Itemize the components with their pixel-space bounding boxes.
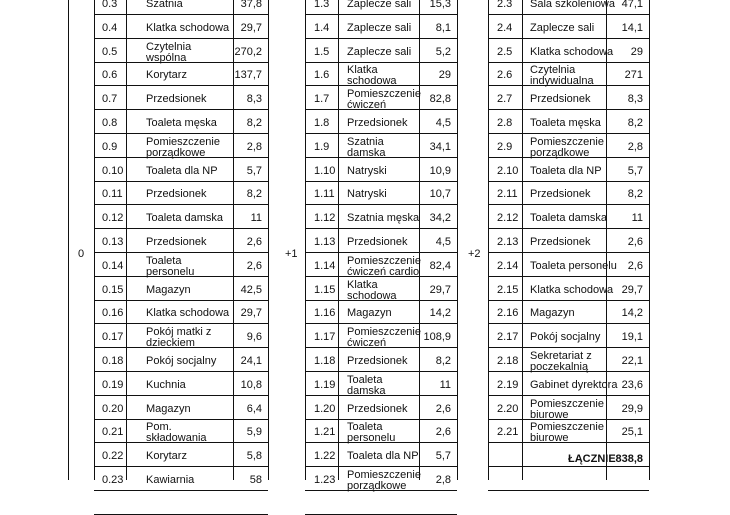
table-row-divider [305, 204, 457, 205]
table-row-divider [94, 252, 268, 253]
total-value: 838,8 [615, 453, 643, 465]
room-number: 0.17 [102, 331, 124, 343]
table-row-divider [305, 38, 457, 39]
table-row-divider [488, 347, 649, 348]
room-name: Toaleta dla NP [530, 165, 602, 177]
room-name: Kawiarnia [146, 474, 195, 486]
room-area: 10,8 [240, 379, 262, 391]
table-row-divider [488, 276, 649, 277]
room-name: Toaleta personelu [347, 421, 396, 444]
room-number: 1.16 [314, 307, 336, 319]
room-name: Toaleta dla NP [146, 165, 218, 177]
table-row-divider [305, 181, 457, 182]
room-area: 14,2 [621, 307, 643, 319]
table-row-divider [94, 371, 268, 372]
room-area: 29 [630, 46, 643, 58]
room-number: 2.3 [497, 0, 513, 10]
room-number: 1.13 [314, 236, 336, 248]
table-row-divider [94, 490, 268, 491]
room-area: 25,1 [621, 426, 643, 438]
room-area: 29,7 [621, 284, 643, 296]
room-name: Pomieszczenie porządkowe [146, 136, 220, 159]
room-name: Pokój socjalny [530, 331, 601, 343]
room-number: 0.22 [102, 450, 124, 462]
room-area: 37,8 [240, 0, 262, 10]
room-area: 29 [438, 69, 451, 81]
table-row-divider [94, 181, 268, 182]
table-row-divider [488, 181, 649, 182]
table-row-divider [305, 371, 457, 372]
room-area: 8,3 [246, 93, 262, 105]
room-number: 1.14 [314, 260, 336, 272]
room-name: Toaleta damska [347, 374, 386, 397]
room-number: 2.16 [497, 307, 519, 319]
table-row-divider [94, 204, 268, 205]
room-name: Pomieszczenie biurowe [530, 398, 604, 421]
table-vertical-rule [305, 0, 306, 480]
room-name: Korytarz [146, 69, 187, 81]
room-number: 2.13 [497, 236, 519, 248]
room-area: 5,2 [435, 46, 451, 58]
room-name: Kuchnia [146, 379, 186, 391]
floor-label: +2 [468, 248, 481, 260]
room-number: 2.14 [497, 260, 519, 272]
room-name: Toaleta personelu [530, 260, 617, 272]
room-number: 0.20 [102, 403, 124, 415]
room-name: Szatnia męska [347, 212, 420, 224]
room-name: Natryski [347, 165, 387, 177]
room-number: 0.11 [102, 188, 123, 200]
room-area: 22,1 [621, 355, 643, 367]
table-row-divider [305, 466, 457, 467]
room-name: Zaplecze sali [347, 46, 412, 58]
room-area: 8,1 [435, 22, 451, 34]
room-number: 0.6 [102, 69, 118, 81]
table-vertical-rule [488, 0, 489, 480]
room-area: 2,6 [435, 403, 451, 415]
room-number: 1.7 [314, 93, 330, 105]
room-number: 1.8 [314, 117, 330, 129]
room-area: 58 [249, 474, 262, 486]
room-name: Toaleta personelu [146, 255, 195, 278]
room-name: Magazyn [530, 307, 575, 319]
table-row-divider [305, 252, 457, 253]
room-area: 29,7 [429, 284, 451, 296]
table-row-divider [305, 323, 457, 324]
room-area: 11 [439, 379, 451, 391]
room-name: Pomieszczenie ćwiczeń [347, 88, 421, 111]
table-row-divider [94, 419, 268, 420]
table-row-divider [488, 323, 649, 324]
table-row-divider [305, 14, 457, 15]
room-area: 34,1 [429, 141, 451, 153]
room-number: 2.21 [497, 426, 519, 438]
table-row-divider [488, 228, 649, 229]
table-row-divider [94, 466, 268, 467]
room-name: Przedsionek [146, 188, 207, 200]
room-area: 15,3 [429, 0, 451, 10]
table-row-divider [305, 133, 457, 134]
room-number: 1.21 [314, 426, 336, 438]
table-row-divider [94, 85, 268, 86]
room-number: 2.10 [497, 165, 519, 177]
table-vertical-rule [68, 0, 69, 480]
total-label: ŁĄCZNIE [568, 453, 616, 465]
room-name: Klatka schodowa [347, 279, 397, 302]
room-number: 1.11 [314, 188, 335, 200]
table-row-divider [94, 300, 268, 301]
room-area: 8,3 [627, 93, 643, 105]
room-name: Pomieszczenie porządkowe [530, 136, 604, 159]
table-vertical-rule [522, 0, 523, 480]
room-area: 8,2 [435, 355, 451, 367]
room-area: 2,6 [627, 236, 643, 248]
room-area: 5,7 [627, 165, 643, 177]
room-name: Czytelnia indywidualna [530, 64, 594, 87]
room-area: 10,7 [429, 188, 451, 200]
table-row-divider [94, 14, 268, 15]
room-name: Przedsionek [146, 236, 207, 248]
room-area: 29,7 [240, 307, 262, 319]
room-name: Sekretariat z poczekalnią [530, 350, 592, 373]
room-name: Magazyn [347, 307, 392, 319]
table-row-divider [94, 395, 268, 396]
room-number: 2.17 [497, 331, 519, 343]
room-name: Przedsionek [530, 93, 591, 105]
room-number: 2.19 [497, 379, 519, 391]
table-row-divider [94, 228, 268, 229]
room-name: Pokój socjalny [146, 355, 217, 367]
room-name: Korytarz [146, 450, 187, 462]
room-area: 108,9 [423, 331, 451, 343]
room-number: 0.13 [102, 236, 124, 248]
room-name: Klatka schodowa [530, 46, 614, 58]
room-number: 2.4 [497, 22, 513, 34]
room-number: 0.3 [102, 0, 118, 10]
room-number: 2.5 [497, 46, 513, 58]
table-vertical-rule [457, 0, 458, 480]
room-number: 1.6 [314, 69, 330, 81]
room-number: 1.12 [314, 212, 336, 224]
table-vertical-rule [94, 0, 95, 480]
room-area: 5,7 [246, 165, 262, 177]
room-name: Przedsionek [530, 188, 591, 200]
room-name: Przedsionek [347, 236, 408, 248]
room-number: 0.9 [102, 141, 118, 153]
room-name: Sala szkoleniowa [530, 0, 615, 10]
room-number: 0.7 [102, 93, 118, 105]
room-name: Toaleta męska [530, 117, 601, 129]
room-area: 4,5 [435, 236, 451, 248]
room-number: 2.6 [497, 69, 513, 81]
room-area: 4,5 [435, 117, 451, 129]
room-name: Gabinet dyrektora [530, 379, 618, 391]
room-name: Klatka schodowa [530, 284, 614, 296]
table-row-divider [94, 323, 268, 324]
room-name: Szatnia damska [347, 136, 386, 159]
room-name: Pomieszczenie biurowe [530, 421, 604, 444]
room-number: 1.3 [314, 0, 330, 10]
room-name: Toaleta męska [146, 117, 217, 129]
room-name: Pomieszczenie porządkowe [347, 469, 421, 492]
room-name: Magazyn [146, 403, 191, 415]
room-area: 8,2 [246, 117, 262, 129]
room-name: Toaleta damska [146, 212, 224, 224]
table-row-divider [488, 300, 649, 301]
room-name: Szatnia [146, 0, 183, 10]
floor-label: 0 [78, 248, 85, 260]
room-area: 42,5 [240, 284, 262, 296]
table-row-divider [94, 133, 268, 134]
room-number: 0.10 [102, 165, 124, 177]
room-area: 11 [250, 212, 262, 224]
table-row-divider [488, 14, 649, 15]
room-name: Pom. składowania [146, 421, 207, 444]
room-number: 1.20 [314, 403, 336, 415]
room-number: 0.19 [102, 379, 124, 391]
room-name: Zaplecze sali [347, 0, 412, 10]
room-number: 0.18 [102, 355, 124, 367]
room-area: 23,6 [621, 379, 643, 391]
room-area: 5,7 [435, 450, 451, 462]
room-area: 270,2 [234, 46, 262, 58]
room-number: 0.5 [102, 46, 118, 58]
room-name: Przedsionek [347, 403, 408, 415]
table-vertical-rule [649, 0, 650, 480]
room-area: 5,9 [246, 426, 262, 438]
table-row-divider [488, 252, 649, 253]
room-area: 14,1 [621, 22, 643, 34]
room-name: Przedsionek [347, 117, 408, 129]
room-area: 47,1 [621, 0, 643, 10]
room-area: 271 [624, 69, 643, 81]
room-area: 5,8 [246, 450, 262, 462]
room-name: Klatka schodowa [347, 64, 397, 87]
room-area: 2,6 [246, 260, 262, 272]
table-row-divider [488, 133, 649, 134]
room-area: 10,9 [429, 165, 451, 177]
room-area: 2,6 [246, 236, 262, 248]
table-row-divider [488, 490, 649, 491]
table-row-divider [305, 228, 457, 229]
room-number: 1.15 [314, 284, 336, 296]
room-name: Pokój matki z dzieckiem [146, 326, 212, 349]
room-area: 11 [631, 212, 643, 224]
room-area: 8,2 [246, 188, 262, 200]
room-number: 1.5 [314, 46, 330, 58]
room-name: Przedsionek [347, 355, 408, 367]
room-name: Czytelnia wspólna [146, 41, 192, 64]
room-number: 2.8 [497, 117, 513, 129]
table-row-divider [488, 38, 649, 39]
table-row-divider [94, 109, 268, 110]
table-vertical-rule [126, 0, 127, 480]
room-number: 2.20 [497, 403, 519, 415]
table-vertical-rule [268, 0, 269, 480]
room-name: Zaplecze sali [530, 22, 595, 34]
room-name: Natryski [347, 188, 387, 200]
room-number: 0.23 [102, 474, 124, 486]
room-number: 0.21 [102, 426, 124, 438]
room-area: 137,7 [234, 69, 262, 81]
room-area: 2,6 [435, 426, 451, 438]
room-area: 2,8 [627, 141, 643, 153]
room-number: 0.14 [102, 260, 124, 272]
room-number: 2.9 [497, 141, 513, 153]
room-number: 1.22 [314, 450, 336, 462]
room-area: 8,2 [627, 117, 643, 129]
table-row-divider [488, 204, 649, 205]
room-number: 2.12 [497, 212, 519, 224]
room-number: 1.19 [314, 379, 336, 391]
table-row-divider [488, 62, 649, 63]
room-number: 2.15 [497, 284, 519, 296]
room-number: 0.8 [102, 117, 118, 129]
room-name: Toaleta damska [530, 212, 608, 224]
room-name: Pomieszczenie ćwiczeń cardio [347, 255, 421, 278]
room-area: 29,9 [621, 403, 643, 415]
room-number: 1.18 [314, 355, 336, 367]
room-name: Przedsionek [530, 236, 591, 248]
room-name: Klatka schodowa [146, 22, 230, 34]
room-area: 82,8 [429, 93, 451, 105]
room-area: 9,6 [246, 331, 262, 343]
room-area: 34,2 [429, 212, 451, 224]
room-name: Klatka schodowa [146, 307, 230, 319]
table-row-divider [488, 395, 649, 396]
floor-label: +1 [285, 248, 298, 260]
room-name: Przedsionek [146, 93, 207, 105]
room-number: 1.23 [314, 474, 336, 486]
table-row-divider [94, 38, 268, 39]
room-area: 2,8 [435, 474, 451, 486]
room-number: 1.17 [314, 331, 336, 343]
room-area: 82,4 [429, 260, 451, 272]
room-name: Toaleta dla NP [347, 450, 419, 462]
room-number: 0.15 [102, 284, 124, 296]
room-number: 0.12 [102, 212, 124, 224]
room-number: 1.10 [314, 165, 336, 177]
room-number: 0.16 [102, 307, 124, 319]
room-name: Pomieszczenie ćwiczeń [347, 326, 421, 349]
room-name: Magazyn [146, 284, 191, 296]
room-area: 19,1 [621, 331, 643, 343]
room-number: 1.9 [314, 141, 330, 153]
table-row-divider [305, 419, 457, 420]
room-area: 2,6 [627, 260, 643, 272]
room-name: Zaplecze sali [347, 22, 412, 34]
room-area: 6,4 [246, 403, 262, 415]
table-row-divider [305, 62, 457, 63]
table-row-divider [488, 466, 649, 467]
room-number: 2.11 [497, 188, 518, 200]
room-number: 2.7 [497, 93, 513, 105]
room-area: 8,2 [627, 188, 643, 200]
room-number: 1.4 [314, 22, 330, 34]
room-area: 29,7 [240, 22, 262, 34]
room-area: 24,1 [240, 355, 262, 367]
room-number: 2.18 [497, 355, 519, 367]
room-area: 2,8 [246, 141, 262, 153]
table-vertical-rule [338, 0, 339, 480]
room-number: 0.4 [102, 22, 118, 34]
table-row-divider [488, 109, 649, 110]
room-area: 14,2 [429, 307, 451, 319]
